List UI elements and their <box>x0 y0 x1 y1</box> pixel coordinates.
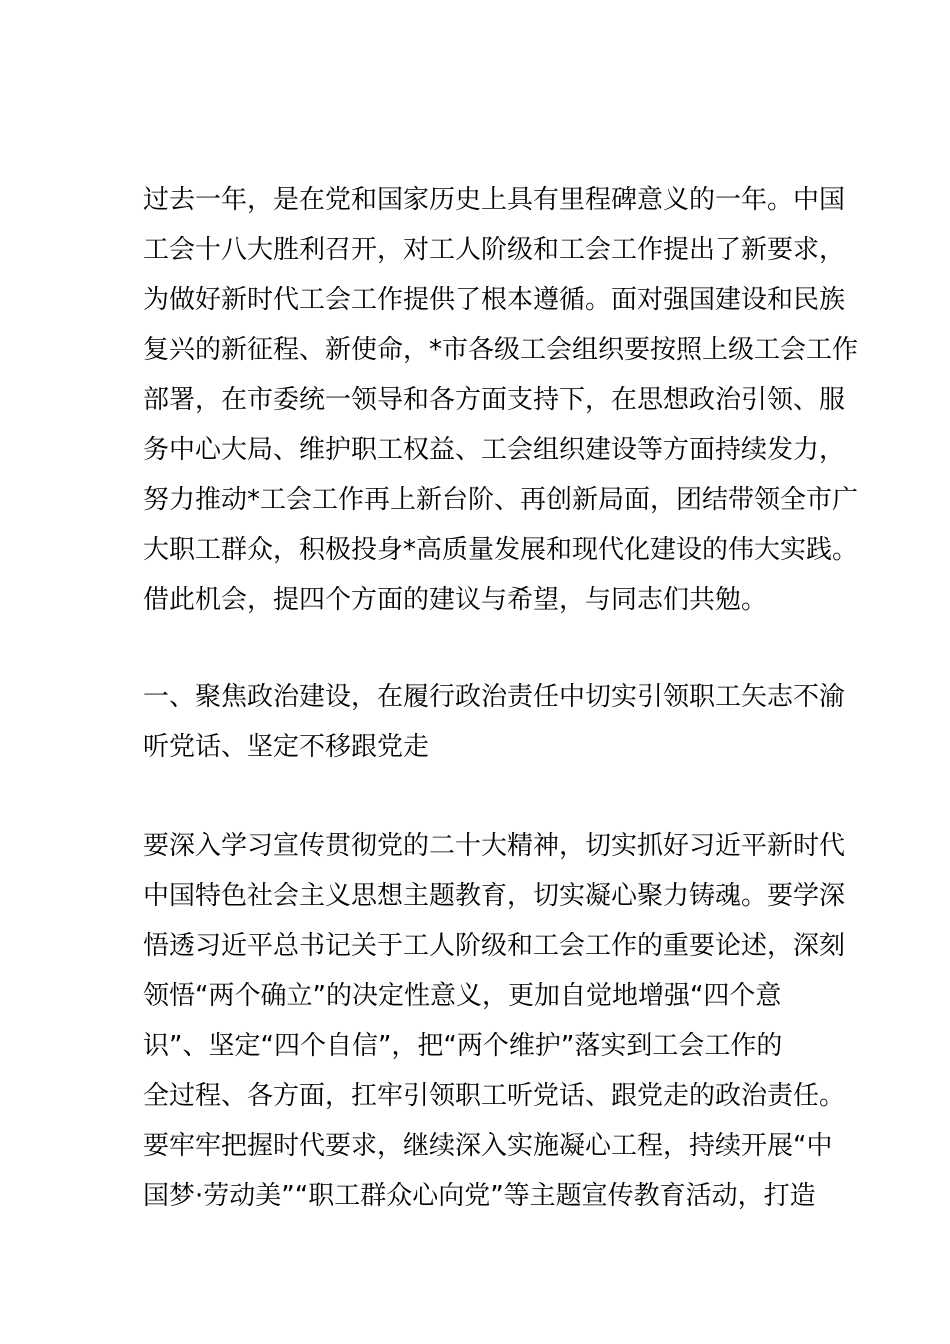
text-line: 为做好新时代工会工作提供了根本遵循。面对强国建设和民族 <box>143 285 846 315</box>
text-line: 全过程、各方面，扛牢引领职工听党话、跟党走的政治责任。 <box>143 1081 846 1111</box>
text-line: 过去一年，是在党和国家历史上具有里程碑意义的一年。中国 <box>143 185 846 215</box>
text-line: 工会十八大胜利召开，对工人阶级和工会工作提出了新要求， <box>143 235 846 265</box>
text-line: 悟透习近平总书记关于工人阶级和工会工作的重要论述，深刻 <box>143 931 846 961</box>
text-line: 复兴的新征程、新使命，*市各级工会组织要按照上级工会工作 <box>143 335 859 365</box>
text-line: 识”、坚定“四个自信”，把“两个维护”落实到工会工作的 <box>143 1031 783 1061</box>
text-line: 国梦·劳动美”“职工群众心向党”等主题宣传教育活动，打造 <box>143 1181 816 1211</box>
paragraph-section-1 <box>143 821 846 1221</box>
text-line: 中国特色社会主义思想主题教育，切实凝心聚力铸魂。要学深 <box>143 881 846 911</box>
text-line: 努力推动*工会工作再上新台阶、再创新局面，团结带领全市广 <box>143 485 859 515</box>
heading-line: 一、聚焦政治建设，在履行政治责任中切实引领职工矢志不渝 <box>143 682 846 712</box>
heading-line: 听党话、坚定不移跟党走 <box>143 732 430 762</box>
section-heading <box>143 672 846 772</box>
text-line: 部署，在市委统一领导和各方面支持下，在思想政治引领、服 <box>143 385 846 415</box>
text-line: 要深入学习宣传贯彻党的二十大精神，切实抓好习近平新时代 <box>143 831 846 861</box>
text-line: 借此机会，提四个方面的建议与希望，与同志们共勉。 <box>143 585 768 615</box>
text-line: 领悟“两个确立”的决定性意义，更加自觉地增强“四个意 <box>143 981 782 1011</box>
text-line: 大职工群众，积极投身*高质量发展和现代化建设的伟大实践。 <box>143 535 859 565</box>
paragraph-intro <box>143 175 859 625</box>
text-line: 务中心大局、维护职工权益、工会组织建设等方面持续发力， <box>143 435 846 465</box>
text-line: 要牢牢把握时代要求，继续深入实施凝心工程，持续开展“中 <box>143 1131 833 1161</box>
